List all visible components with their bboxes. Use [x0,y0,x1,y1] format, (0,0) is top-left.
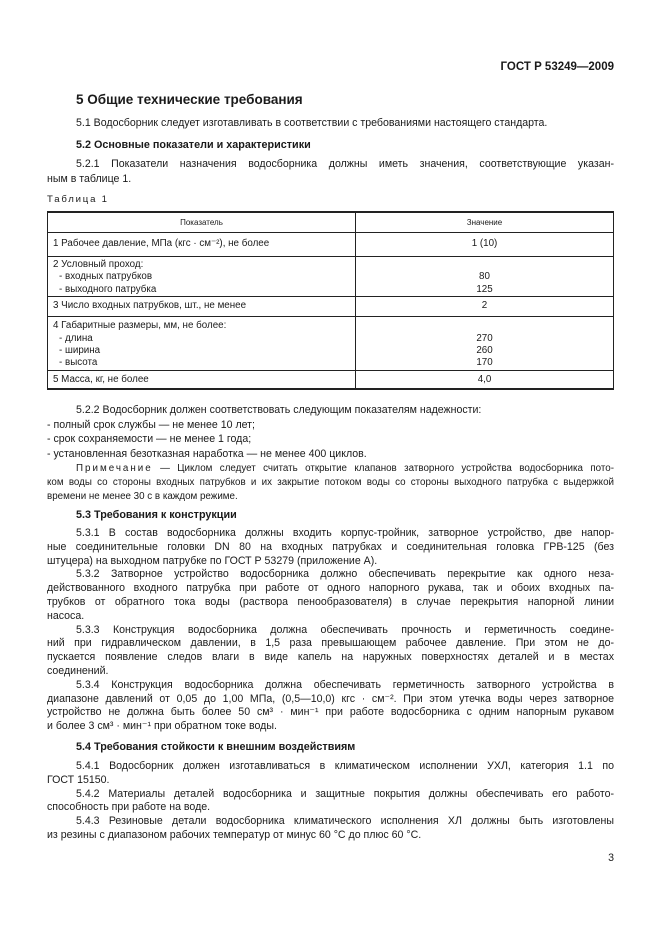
text-line: времени не менее 30 с в каждом режиме. [47,491,238,502]
list-item: - полный срок службы — не менее 10 лет; [47,418,255,431]
cell-value: 2 [481,300,488,312]
text-line: 5.4.1 Водосборник должен изготавливаться в климатическом исполнении УХЛ, категория 1.1 по [76,760,614,772]
section-5-2-title: 5.2 Основные показатели и характеристики [76,139,311,151]
text-line: и более 3 см³ · мин⁻¹ при обратном токе воды. [47,720,277,733]
paragraph-5-2-2 [47,403,614,461]
text-line: — Циклом следует считать открытие клапанов затворного устройства водосборника пото- [160,463,614,474]
paragraph-5-2-1 [47,157,614,186]
table-row [48,370,614,389]
cell-text: 2 Условный проход: [53,259,144,270]
paragraph-5-1: 5.1 Водосборник следует изготавливать в соответствии с требованиями настоящего стандарта. [76,117,548,129]
text-line: ком воды со стороны входных патрубков и их закрытие потоком воды со стороны выходного патрубка с выдержкой [47,477,614,488]
text-line: трубков от обратного тока воды (раствора пенообразователя) в случае перекрытия напорной линии [47,595,614,608]
text-line: ГОСТ 15150. [47,773,110,786]
table-row [48,233,614,257]
table-row [48,317,614,371]
cell-text: - длина [59,332,93,344]
section-5-3-title: 5.3 Требования к конструкции [76,509,237,521]
text-line: ний при гидравлическом давлении, в 1,5 раза превышающем рабочее давление. При этом не до- [47,637,614,650]
text-line: 5.2.1 Показатели назначения водосборника должны иметь значения, соответствующие указан- [76,158,614,170]
document-header: ГОСТ Р 53249—2009 [500,61,614,73]
text-line: 5.3.4 Конструкция водосборника должна обеспечивать герметичность затворного устройства в [76,678,614,691]
table-caption: Таблица 1 [47,194,109,205]
text-line: пускается появление следов влаги в виде капель на наружных поверхностях деталей и в местах [47,651,614,664]
section-5-title: 5 Общие технические требования [76,92,303,107]
section-5-3-body [47,527,614,734]
text-line: штуцера) на выходном патрубке по ГОСТ Р 53279 (приложение А). [47,554,378,567]
text-line: ные соединительные головки DN 80 на входных патрубках и соединительная головка ГРВ-125 (без [47,540,614,553]
cell-text: 1 Рабочее давление, МПа (кгс · см⁻²), не более [53,238,270,249]
cell-value: 1 (10) [471,238,498,249]
text-line: из резины с диапазоном рабочих температур от минус 60 °С до плюс 60 °С. [47,828,422,841]
text-line: ным в таблице 1. [47,172,132,185]
cell-text: - входных патрубков [59,271,153,283]
note [47,462,614,504]
cell-value: 4,0 [477,373,492,385]
section-5-4-body [47,760,614,843]
text-line: диапазоне давлений от 0,05 до 1,00 МПа, (0,5—10,0) кгс · см⁻². При этом утечка воды через затворное [47,692,614,705]
text-line: действованного входного патрубка при работе от одного напорного рукава, так и обоих входных па- [47,582,614,595]
cell-value: 80 [479,271,490,283]
cell-text: 4 Габаритные размеры, мм, не более: [53,320,227,332]
cell-value: 170 [476,357,493,369]
text-line: 5.3.2 Затворное устройство водосборника должно обеспечивать перекрытие как одного неза- [76,568,614,581]
section-5-4-title: 5.4 Требования стойкости к внешним воздействиям [76,741,356,753]
table-header-row [48,212,614,233]
cell-text: - ширина [59,345,101,357]
cell-text: - высота [59,357,98,369]
cell-text: - выходного патрубка [59,283,157,295]
note-label: Примечание [76,463,153,474]
text-line: соединений. [47,664,109,677]
text-line: 5.2.2 Водосборник должен соответствовать следующим показателям надежности: [76,404,482,416]
text-line: 5.4.3 Резиновые детали водосборника климатического исполнения ХЛ должны быть изготовлены [76,815,614,828]
cell-value: 270 [476,332,493,344]
cell-text: 5 Масса, кг, не более [53,373,149,385]
page-number: 3 [608,852,614,864]
table-row [48,257,614,297]
text-line: 5.3.1 В состав водосборника должны входить корпус-тройник, затворное устройство, две напор- [76,527,614,539]
column-header: Значение [356,212,614,233]
cell-value: 125 [476,283,493,295]
text-line: 5.4.2 Материалы деталей водосборника и защитные покрытия должны обеспечивать его работо- [76,787,614,800]
table-row [48,297,614,317]
column-header: Показатель [48,212,356,233]
text-line: устройство не должна быть более 50 см³ · мин⁻¹ при работе водосборника с одним напорным рукавом [47,706,614,719]
table-1 [47,211,614,390]
text-line: 5.3.3 Конструкция водосборника должна обеспечивать прочность и герметичность соедине- [76,623,614,636]
cell-text: 3 Число входных патрубков, шт., не менее [53,300,247,312]
list-item: - срок сохраняемости — не менее 1 года; [47,433,252,446]
text-line: способность при работе на воде. [47,801,211,814]
text-line: насоса. [47,609,85,622]
cell-value: 260 [476,345,493,357]
list-item: - установленная безотказная наработка — не менее 400 циклов. [47,447,367,460]
